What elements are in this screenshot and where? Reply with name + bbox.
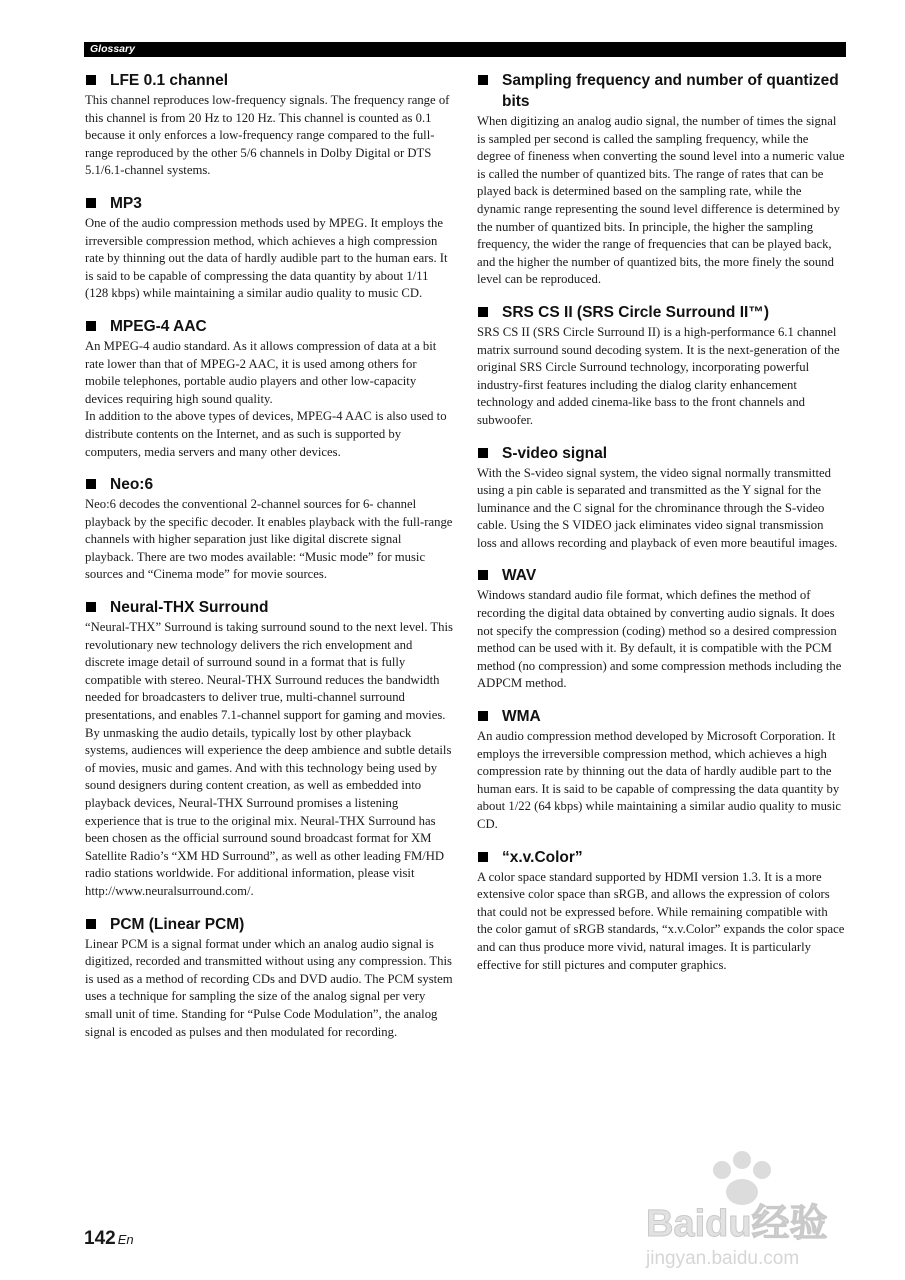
baidu-watermark <box>640 1140 850 1270</box>
entry-body <box>477 324 845 430</box>
entry-heading <box>477 443 845 464</box>
entry-heading <box>85 914 453 935</box>
glossary-entry <box>85 193 453 303</box>
entry-paragraph: Linear PCM is a signal format under which an analog audio signal is digitized, recorded and transmitted without using any compression. This is used as a method of recording CDs and DVD audio. The PCM system uses a technique for sampling the size of the analog signal per very small unit of time. Standing for “Pulse Code Modulation”, the analog signal is encoded as pulses and then modulated for recording. <box>85 936 453 1039</box>
entry-body <box>477 587 845 693</box>
entry-body <box>477 869 845 975</box>
entry-body <box>85 936 453 1042</box>
entry-body <box>477 728 845 834</box>
glossary-entry <box>477 302 845 430</box>
entry-title: PCM (Linear PCM) <box>110 915 245 933</box>
glossary-entry <box>477 706 845 834</box>
entry-title: LFE 0.1 channel <box>110 72 229 89</box>
entry-body <box>85 92 453 180</box>
entry-paragraph: An audio compression method developed by Microsoft Corporation. It employs the irreversible compression method, which achieves a high compression rate by thinning out the data of hardly audible part to the human ears. It is said to be capable of compressing the data quantity by about 1/22 (64 kbps) while maintaining a similar audio quality to music CD. <box>477 729 842 831</box>
page-number: 142 <box>84 1228 116 1249</box>
square-bullet-icon <box>478 570 488 580</box>
section-label: Glossary <box>90 43 135 55</box>
glossary-entry <box>477 565 845 693</box>
entry-title: MP3 <box>110 194 142 212</box>
page-footer <box>84 1228 134 1250</box>
entry-body <box>85 496 453 584</box>
entry-body <box>477 113 845 289</box>
entry-heading <box>85 193 453 214</box>
glossary-entry <box>477 847 845 975</box>
entry-paragraph: One of the audio compression methods used by MPEG. It employs the irreversible compression method, which achieves a high compression rate by thinning out the data of hardly audible part to the human ears. It is said to be capable of compressing the data quantity by about 1/11 (128 kbps) while maintaining a similar audio quality to music CD. <box>85 215 448 301</box>
square-bullet-icon <box>478 852 488 862</box>
entry-paragraph: SRS CS II (SRS Circle Surround II) is a high-performance 6.1 channel matrix surround sound decoding system. It is the next-generation of the original SRS Circle Surround technology, incorporating powerful industry-first features including the dialog clarity enhancement technology and added cinema-like bass to the front channels and subwoofer. <box>477 324 840 427</box>
entry-heading <box>477 706 845 727</box>
square-bullet-icon <box>478 448 488 458</box>
glossary-entry <box>85 597 453 901</box>
watermark-url: jingyan.baidu.com <box>646 1248 800 1269</box>
entry-paragraph: “Neural-THX” Surround is taking surround sound to the next level. This revolutionary new technology delivers the rich envelopment and discrete image detail of surround sound in a format that is fully compatible with stereo. Neural-THX Surround reduces the bandwidth needed for broadcasters to deliver true, multi-channel surround presentations, and enables 7.1-channel support for gaming and movies. By unmasking the audio details, typically lost by other playback systems, audiences will experience the deep ambience and subtle details of movies, music and games. And with this technology being used by sound designers during content creation, as well as embedded into playback devices, Neural-THX Surround promises a listening experience that is true to the original mix. Neural-THX Surround has been chosen as the official surround sound broadcast format for XM Satellite Radio’s “XM HD Surround”, as well as other leading FM/HD radio stations worldwide. For additional information, please visit http://www.neuralsurround.com/. <box>85 620 453 898</box>
entry-paragraph: An MPEG-4 audio standard. As it allows compression of data at a bit rate lower than that of MPEG-2 AAC, it is used among others for mobile telephones, portable audio players and other low-capacity devices requiring high sound quality. <box>85 338 437 406</box>
square-bullet-icon <box>86 198 96 208</box>
entry-paragraph: When digitizing an analog audio signal, the number of times the signal is sampled per second is called the sampling frequency, while the degree of fineness when converting the sound level into a numeric value is called the number of quantized bits. The range of rates that can be played back is determined based on the sampling rate, while the dynamic range representing the sound level difference is determined by the number of quantized bits. In principle, the higher the sampling frequency, the wider the range of frequencies that can be played back, and the higher the number of quantized bits, the more finely the sound level can be reproduced. <box>477 114 845 287</box>
entry-title: Neural-THX Surround <box>110 599 269 617</box>
glossary-entry <box>85 70 453 180</box>
entry-title: WMA <box>502 708 541 726</box>
section-header-bar <box>84 42 846 57</box>
left-column <box>85 70 453 1054</box>
entry-title: Neo:6 <box>110 476 154 494</box>
glossary-entry <box>477 443 845 553</box>
entry-title: SRS CS II (SRS Circle Surround II™) <box>502 303 769 321</box>
entry-title: WAV <box>502 567 537 585</box>
square-bullet-icon <box>478 75 488 85</box>
glossary-entry <box>85 914 453 1042</box>
square-bullet-icon <box>86 321 96 331</box>
glossary-entry <box>477 70 845 289</box>
entry-heading <box>85 474 453 495</box>
watermark-brand: Baidu经验 <box>646 1203 828 1245</box>
square-bullet-icon <box>86 602 96 612</box>
entry-heading <box>477 565 845 586</box>
entry-heading <box>85 70 453 91</box>
entry-title: S-video signal <box>502 444 608 462</box>
entry-body <box>477 465 845 553</box>
entry-paragraph: With the S-video signal system, the video signal normally transmitted using a pin cable is separated and transmitted as the Y signal for the luminance and the C signal for the chrominance through the S-video cable. Using the S VIDEO jack eliminates video signal transmission loss and allows recording and playback of even more beautiful images. <box>477 465 838 550</box>
entry-paragraph: In addition to the above types of devices, MPEG-4 AAC is also used to distribute contents on the Internet, and as such is supported by computers, media servers and many other devices. <box>85 409 447 459</box>
glossary-entry <box>85 316 453 461</box>
entry-paragraph: Neo:6 decodes the conventional 2-channel sources for 6- channel playback by the specific decoder. It enables playback with the full-range channels with higher separation just like digital discrete signal playback. There are two modes available: “Music mode” for music sources and “Cinema mode” for movie sources. <box>85 497 453 582</box>
entry-title: Sampling frequency and number of quantized bits <box>502 72 839 110</box>
entry-title: MPEG-4 AAC <box>110 317 207 335</box>
paw-icon <box>713 1151 771 1205</box>
entry-heading <box>477 847 845 868</box>
entry-title: “x.v.Color” <box>502 848 583 866</box>
entry-heading <box>477 70 845 112</box>
square-bullet-icon <box>86 919 96 929</box>
square-bullet-icon <box>478 307 488 317</box>
entry-heading <box>85 316 453 337</box>
entry-paragraph: Windows standard audio file format, which defines the method of recording the digital data obtained by converting audio signals. It does not specify the compression (coding) method so a desired compression method can be used with it. By default, it is compatible with the PCM method (no compression) and some compression methods including the ADPCM method. <box>477 588 842 691</box>
entry-paragraph: This channel reproduces low-frequency signals. The frequency range of this channel is from 20 Hz to 120 Hz. This channel is counted as 0.1 because it only enforces a low-frequency range compared to the full-range reproduced by the other 5/6 channels in Dolby Digital or DTS 5.1/6.1-channel systems. <box>85 93 450 178</box>
entry-body <box>85 215 453 303</box>
entry-heading <box>85 597 453 618</box>
right-column <box>477 70 845 987</box>
entry-body <box>85 619 453 901</box>
square-bullet-icon <box>478 711 488 721</box>
page-language: En <box>117 1232 134 1247</box>
square-bullet-icon <box>86 479 96 489</box>
glossary-entry <box>85 474 453 584</box>
entry-paragraph: A color space standard supported by HDMI version 1.3. It is a more extensive color space than sRGB, and allows the expression of colors that could not be expressed before. While remaining compatible with the color gamut of sRGB standards, “x.v.Color” expands the color space and can thus produce more vivid, natural images. It is particularly effective for still pictures and computer graphics. <box>477 869 845 972</box>
square-bullet-icon <box>86 75 96 85</box>
entry-heading <box>477 302 845 323</box>
entry-body <box>85 338 453 461</box>
